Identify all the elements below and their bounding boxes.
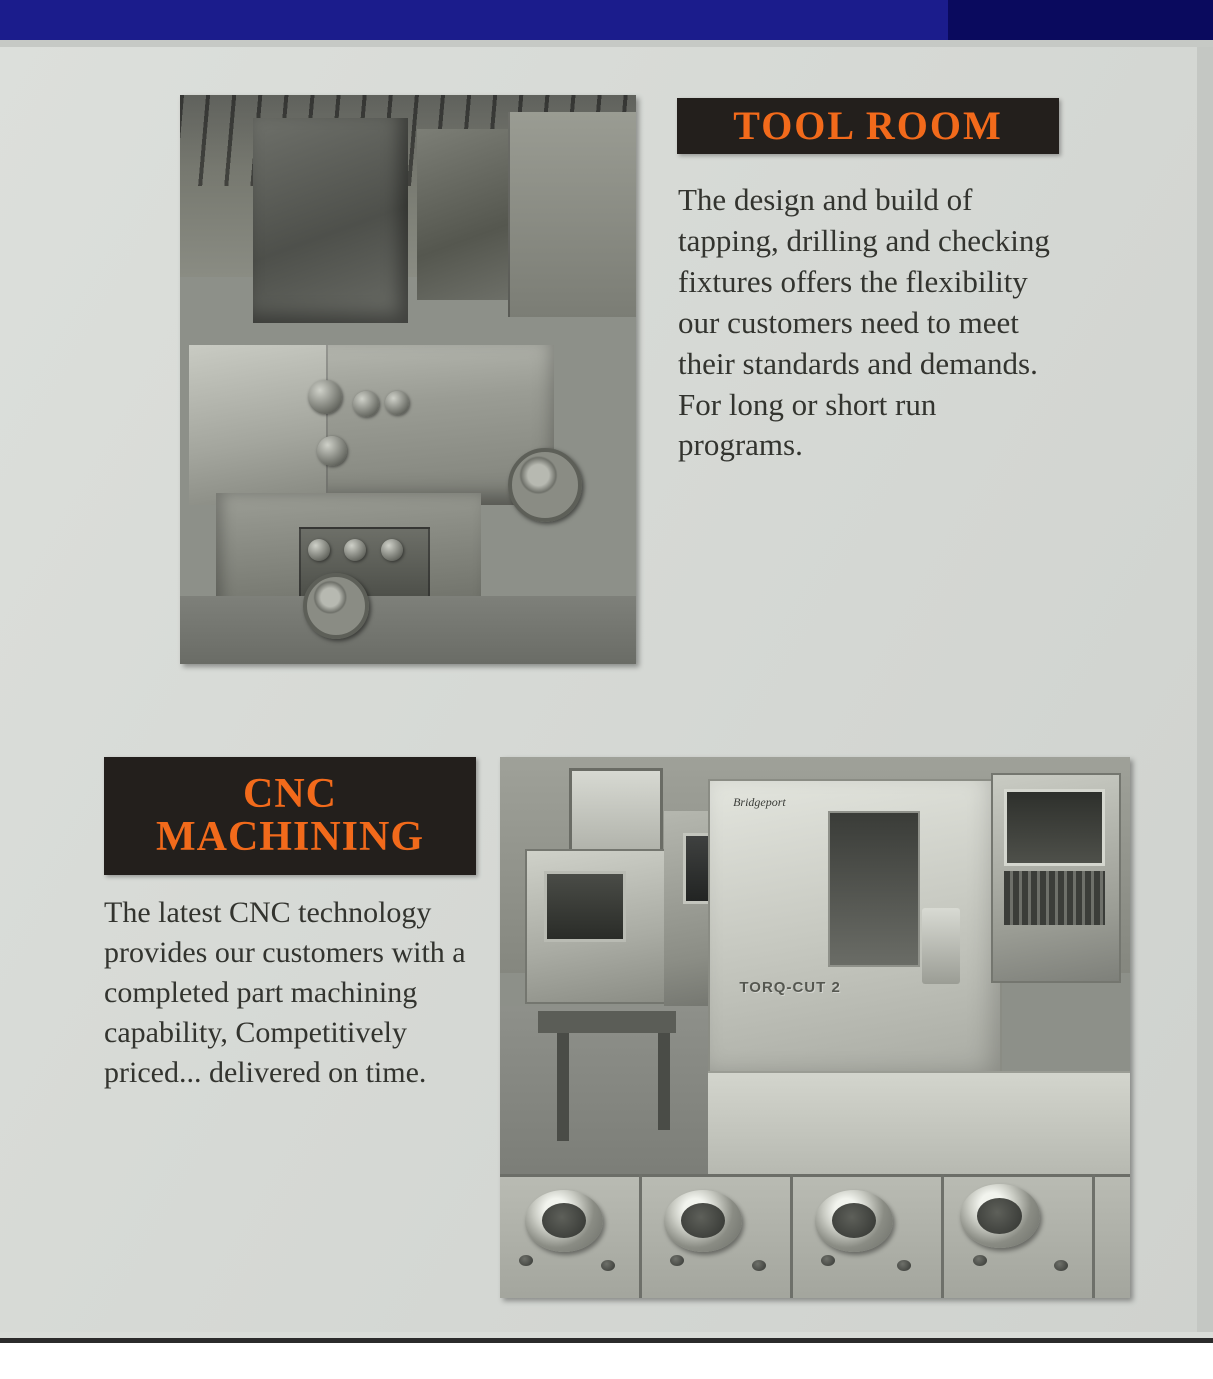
cnc-machining-photo xyxy=(500,757,1130,1298)
top-band-right-cap xyxy=(948,0,1213,40)
cnc-machining-heading-block xyxy=(104,757,476,875)
cnc-heading-line-1: CNC xyxy=(243,771,337,818)
cnc-photo-model-label: TORQ-CUT 2 xyxy=(739,978,841,996)
cnc-heading-line-2: MACHINING xyxy=(156,814,424,860)
top-band-shadow xyxy=(0,40,1213,47)
tool-room-heading-text: TOOL ROOM xyxy=(733,102,1003,148)
tool-room-heading-block xyxy=(677,98,1059,154)
page-right-edge xyxy=(1197,47,1213,1332)
tool-room-photo xyxy=(180,95,636,664)
cnc-machining-body-text: The latest CNC technology provides our customers with a completed part machining capability, Competitively priced... delivered on time. xyxy=(104,896,466,1089)
tool-room-body-text: The design and build of tapping, drilling and checking fixtures offers the flexibility our customers need to meet their standards and demands. For long or short run programs. xyxy=(678,182,1050,463)
cnc-photo-brand-label: Bridgeport xyxy=(733,794,786,809)
bottom-white-strip xyxy=(0,1343,1213,1379)
cnc-machining-heading-text xyxy=(156,773,424,859)
